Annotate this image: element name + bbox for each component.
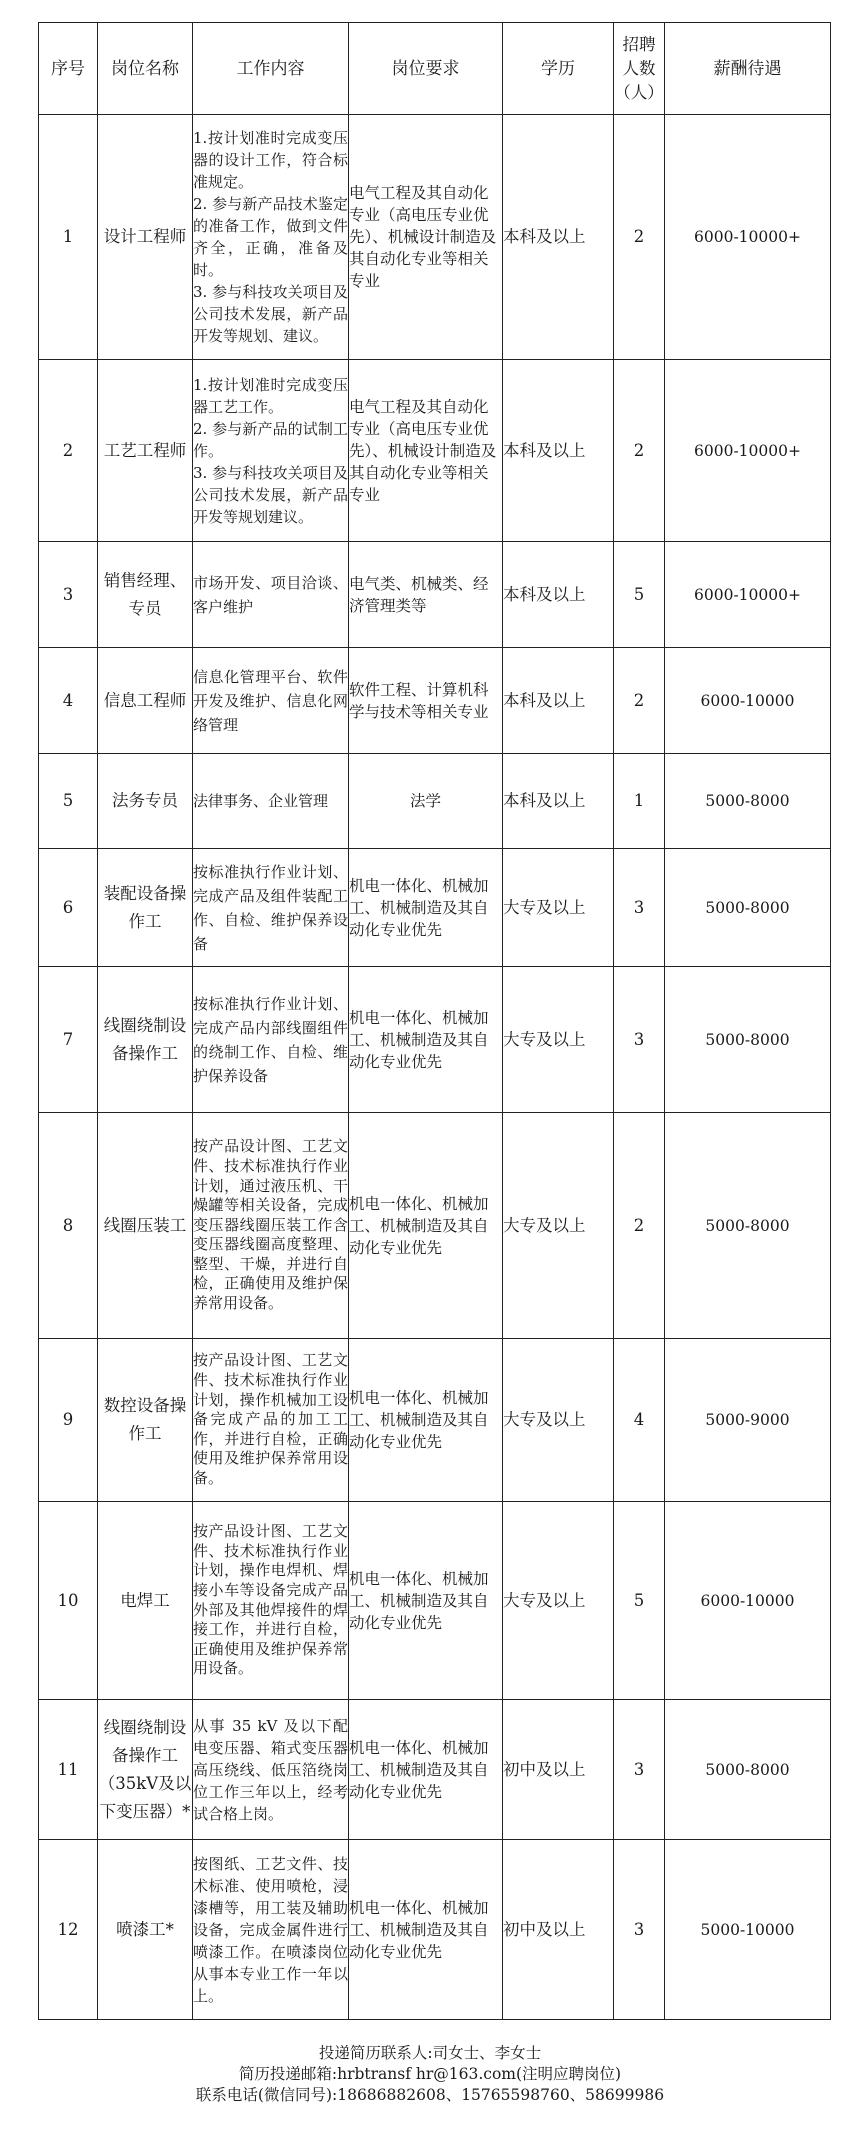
position-requirements: 机电一体化、机械加工、机械制造及其自动化专业优先: [349, 967, 503, 1113]
row-number: 3: [39, 542, 98, 648]
position-duties: 市场开发、项目洽谈、客户维护: [193, 542, 349, 648]
position-title: 信息工程师: [98, 648, 193, 754]
hire-count: 1: [614, 754, 665, 849]
table-row: [39, 1339, 831, 1502]
position-requirements: 机电一体化、机械加工、机械制造及其自动化专业优先: [349, 849, 503, 967]
education-level: 本科及以上: [503, 542, 614, 648]
salary-range: 5000-9000: [665, 1339, 831, 1502]
position-title: 法务专员: [98, 754, 193, 849]
table-row: [39, 1840, 831, 2020]
hire-count: 5: [614, 542, 665, 648]
table-row: [39, 967, 831, 1113]
table-row: [39, 115, 831, 360]
position-title: 设计工程师: [98, 115, 193, 360]
row-number: 4: [39, 648, 98, 754]
header-count: 招聘 人数 （人）: [614, 23, 665, 115]
position-duties: 按产品设计图、工艺文件、技术标准执行作业计划，操作机械加工设备完成产品的加工工作，并进行自检，正确使用及维护保养常用设备。: [193, 1339, 349, 1502]
position-title: 线圈绕制设备操作工（35kV及以下变压器）*: [98, 1700, 193, 1840]
table-header-row: [39, 23, 831, 115]
education-level: 本科及以上: [503, 754, 614, 849]
salary-range: 5000-8000: [665, 1113, 831, 1339]
header-requirements: 岗位要求: [349, 23, 503, 115]
position-title: 喷漆工*: [98, 1840, 193, 2020]
header-position: 岗位名称: [98, 23, 193, 115]
position-duties: 信息化管理平台、软件开发及维护、信息化网络管理: [193, 648, 349, 754]
education-level: 本科及以上: [503, 360, 614, 542]
hire-count: 3: [614, 967, 665, 1113]
position-title: 销售经理、专员: [98, 542, 193, 648]
position-title: 线圈压装工: [98, 1113, 193, 1339]
position-requirements: 电气类、机械类、经济管理类等: [349, 542, 503, 648]
salary-range: 6000-10000: [665, 648, 831, 754]
position-requirements: 机电一体化、机械加工、机械制造及其自动化专业优先: [349, 1339, 503, 1502]
salary-range: 5000-8000: [665, 754, 831, 849]
table-row: [39, 1113, 831, 1339]
position-requirements: 电气工程及其自动化专业（高电压专业优先）、机械设计制造及其自动化专业等相关专业: [349, 115, 503, 360]
contact-phone: 联系电话(微信同号):18686882608、15765598760、58699986: [195, 2086, 665, 2104]
education-level: 大专及以上: [503, 849, 614, 967]
hire-count: 2: [614, 360, 665, 542]
position-title: 电焊工: [98, 1502, 193, 1700]
table-row: [39, 754, 831, 849]
hire-count: 3: [614, 1700, 665, 1840]
row-number: 2: [39, 360, 98, 542]
position-title: 线圈绕制设备操作工: [98, 967, 193, 1113]
position-duties: 按图纸、工艺文件、技术标准、使用喷枪，浸漆槽等，用工装及辅助设备，完成金属件进行喷漆工作。在喷漆岗位从事本专业工作一年以上。: [193, 1840, 349, 2020]
table-row: [39, 542, 831, 648]
position-requirements: 法学: [349, 754, 503, 849]
position-duties: 按标准执行作业计划、完成产品内部线圈组件的绕制工作、自检、维护保养设备: [193, 967, 349, 1113]
position-requirements: 机电一体化、机械加工、机械制造及其自动化专业优先: [349, 1700, 503, 1840]
position-requirements: 电气工程及其自动化专业（高电压专业优先）、机械设计制造及其自动化专业等相关专业: [349, 360, 503, 542]
education-level: 大专及以上: [503, 1339, 614, 1502]
contact-persons: 投递简历联系人:司女士、李女士: [318, 2044, 542, 2062]
salary-range: 5000-8000: [665, 967, 831, 1113]
header-duties: 工作内容: [193, 23, 349, 115]
salary-range: 6000-10000: [665, 1502, 831, 1700]
row-number: 5: [39, 754, 98, 849]
hire-count: 2: [614, 1113, 665, 1339]
table-row: [39, 1502, 831, 1700]
hire-count: 5: [614, 1502, 665, 1700]
row-number: 1: [39, 115, 98, 360]
hire-count: 3: [614, 1840, 665, 2020]
salary-range: 6000-10000+: [665, 542, 831, 648]
position-duties: 从事 35 kV 及以下配电变压器、箱式变压器高压绕线、低压箔绕岗位工作三年以上，经考试合格上岗。: [193, 1700, 349, 1840]
position-requirements: 机电一体化、机械加工、机械制造及其自动化专业优先: [349, 1840, 503, 2020]
row-number: 10: [39, 1502, 98, 1700]
header-number: 序号: [39, 23, 98, 115]
row-number: 6: [39, 849, 98, 967]
contact-footer: [0, 2043, 860, 2106]
position-duties: 1.按计划准时完成变压器的设计工作，符合标准规定。 2. 参与新产品技术鉴定的准备工作，做到文件齐全，正确，准备及时。 3. 参与科技攻关项目及公司技术发展，新产品开发等规划、建议。: [193, 115, 349, 360]
education-level: 本科及以上: [503, 648, 614, 754]
resume-email[interactable]: 简历投递邮箱:hrbtransf hr@163.com(注明应聘岗位): [238, 2065, 622, 2083]
hire-count: 2: [614, 648, 665, 754]
table-row: [39, 360, 831, 542]
position-title: 装配设备操作工: [98, 849, 193, 967]
position-duties: 法律事务、企业管理: [193, 754, 349, 849]
row-number: 9: [39, 1339, 98, 1502]
position-requirements: 机电一体化、机械加工、机械制造及其自动化专业优先: [349, 1502, 503, 1700]
row-number: 8: [39, 1113, 98, 1339]
education-level: 初中及以上: [503, 1840, 614, 2020]
hire-count: 2: [614, 115, 665, 360]
table-row: [39, 849, 831, 967]
row-number: 7: [39, 967, 98, 1113]
position-duties: 按产品设计图、工艺文件、技术标准执行作业计划，操作电焊机、焊接小车等设备完成产品外部及其他焊接件的焊接工作，并进行自检，正确使用及维护保养常用设备。: [193, 1502, 349, 1700]
salary-range: 6000-10000+: [665, 115, 831, 360]
header-salary: 薪酬待遇: [665, 23, 831, 115]
header-education: 学历: [503, 23, 614, 115]
education-level: 大专及以上: [503, 1502, 614, 1700]
education-level: 初中及以上: [503, 1700, 614, 1840]
education-level: 大专及以上: [503, 967, 614, 1113]
position-duties: 1.按计划准时完成变压器工艺工作。 2. 参与新产品的试制工作。 3. 参与科技攻关项目及公司技术发展，新产品开发等规划建议。: [193, 360, 349, 542]
education-level: 大专及以上: [503, 1113, 614, 1339]
salary-range: 5000-8000: [665, 849, 831, 967]
salary-range: 5000-8000: [665, 1700, 831, 1840]
position-duties: 按产品设计图、工艺文件、技术标准执行作业计划，通过液压机、干燥罐等相关设备，完成变压器线圈压装工作含变压器线圈高度整理、整型、干燥，并进行自检，正确使用及维护保养常用设备。: [193, 1113, 349, 1339]
position-requirements: 机电一体化、机械加工、机械制造及其自动化专业优先: [349, 1113, 503, 1339]
position-requirements: 软件工程、计算机科学与技术等相关专业: [349, 648, 503, 754]
recruitment-table: [38, 22, 831, 2020]
position-title: 数控设备操作工: [98, 1339, 193, 1502]
position-duties: 按标准执行作业计划、完成产品及组件装配工作、自检、维护保养设备: [193, 849, 349, 967]
row-number: 11: [39, 1700, 98, 1840]
salary-range: 6000-10000+: [665, 360, 831, 542]
row-number: 12: [39, 1840, 98, 2020]
hire-count: 3: [614, 849, 665, 967]
salary-range: 5000-10000: [665, 1840, 831, 2020]
position-title: 工艺工程师: [98, 360, 193, 542]
hire-count: 4: [614, 1339, 665, 1502]
table-row: [39, 1700, 831, 1840]
education-level: 本科及以上: [503, 115, 614, 360]
table-row: [39, 648, 831, 754]
